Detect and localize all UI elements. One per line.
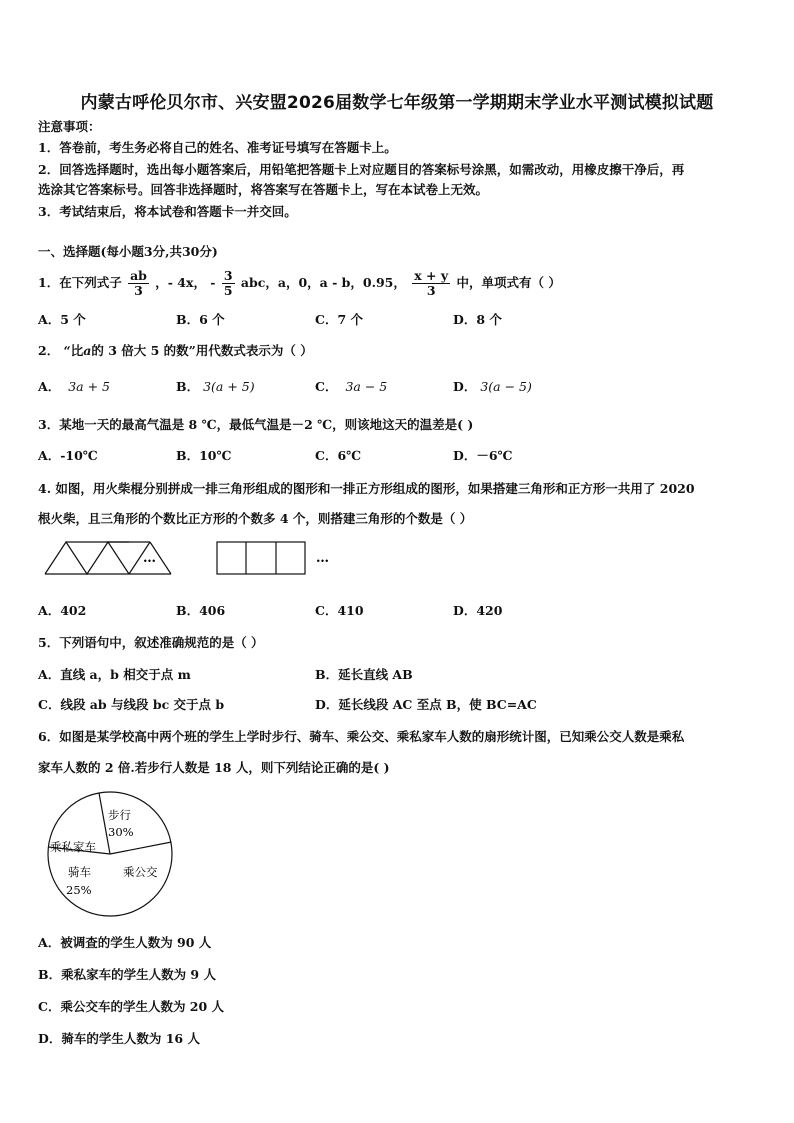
pie-label-bike: 骑车 bbox=[68, 865, 91, 879]
q1-option-a: A．5 个 bbox=[38, 312, 86, 327]
notice-heading: 注意事项： bbox=[38, 119, 101, 134]
triangle-ellipsis: … bbox=[143, 551, 156, 566]
pie-label-walk: 步行 bbox=[108, 808, 131, 822]
question-6-stem-line2: 家车人数的 2 倍.若步行人数是 18 人，则下列结论正确的是( ) bbox=[38, 760, 390, 775]
question-4-stem-line1: 4. 如图，用火柴棍分别拼成一排三角形组成的图形和一排正方形组成的图形，如果搭建三角形和正方形一共用了 2020 bbox=[38, 481, 695, 496]
pie-chart-figure bbox=[40, 790, 190, 930]
q1-prefix: 1．在下列式子 bbox=[38, 275, 122, 290]
pie-label-bus: 乘公交 bbox=[123, 865, 158, 879]
q2-variable: a bbox=[83, 343, 92, 358]
q3-option-a: A．-10℃ bbox=[38, 448, 98, 463]
question-2-stem: 2． “比a的 3 倍大 5 的数”用代数式表示为（ ） bbox=[38, 343, 313, 358]
notice-item: 2．回答选择题时，选出每小题答案后，用铅笔把答题卡上对应题目的答案标号涂黑，如需改动，用橡皮擦干净后，再 bbox=[38, 162, 685, 177]
fraction-x-plus-y-over-3: $\frac{x + y}{3}$ bbox=[414, 268, 449, 298]
pie-label-walk-pct: 30% bbox=[108, 825, 134, 839]
q4-option-a: A．402 bbox=[38, 603, 87, 618]
square-row-figure bbox=[217, 542, 305, 574]
q1-mid2: abc，a，0，a - b，0.95， bbox=[240, 275, 406, 290]
pie-divider-walk-start bbox=[99, 793, 110, 854]
q6-option-b: B．乘私家车的学生人数为 9 人 bbox=[38, 967, 216, 982]
q1-suffix: 中，单项式有（ ） bbox=[456, 275, 561, 290]
q3-option-b: B．10℃ bbox=[176, 448, 232, 463]
q1-option-b: B．6 个 bbox=[176, 312, 225, 327]
q2-option-d: D． 3(a − 5) bbox=[453, 379, 532, 394]
page-title: 内蒙古呼伦贝尔市、兴安盟2026届数学七年级第一学期期末学业水平测试模拟试题 bbox=[80, 93, 714, 113]
q5-option-c: C．线段 ab 与线段 bc 交于点 b bbox=[38, 697, 225, 712]
q2-option-a: A． 3a + 5 bbox=[38, 379, 110, 394]
q6-option-a: A．被调查的学生人数为 90 人 bbox=[38, 935, 212, 950]
q5-option-b: B．延长直线 AB bbox=[315, 667, 413, 682]
question-4-stem-line2: 根火柴，且三角形的个数比正方形的个数多 4 个，则搭建三角形的个数是（ ） bbox=[38, 511, 473, 526]
question-5-stem: 5．下列语句中，叙述准确规范的是（ ） bbox=[38, 635, 264, 650]
matchstick-figures bbox=[40, 538, 340, 580]
q5-option-a: A．直线 a，b 相交于点 m bbox=[38, 667, 191, 682]
pie-label-car: 乘私家车 bbox=[50, 840, 96, 854]
q4-option-b: B．406 bbox=[176, 603, 226, 618]
q3-option-d: D．－6℃ bbox=[453, 448, 513, 463]
fraction-3-over-5: $\frac{3}{5}$ bbox=[223, 268, 233, 298]
fraction-ab-over-3: $\frac{ab}{3}$ bbox=[130, 268, 147, 298]
q3-option-c: C．6℃ bbox=[315, 448, 362, 463]
q1-option-c: C．7 个 bbox=[315, 312, 363, 327]
pie-divider-walk-bus bbox=[110, 842, 172, 854]
q4-option-d: D．420 bbox=[453, 603, 503, 618]
square-ellipsis: … bbox=[316, 551, 329, 566]
q5-option-d: D．延长线段 AC 至点 B，使 BC=AC bbox=[315, 697, 537, 712]
q2-option-c: C． 3a − 5 bbox=[315, 379, 388, 394]
notice-item: 3．考试结束后，将本试卷和答题卡一并交回。 bbox=[38, 204, 297, 219]
question-3-stem: 3．某地一天的最高气温是 8 ℃，最低气温是－2 ℃，则该地这天的温差是( ) bbox=[38, 417, 474, 432]
notice-item: 选涂其它答案标号。回答非选择题时，将答案写在答题卡上，写在本试卷上无效。 bbox=[38, 182, 489, 197]
q6-option-c: C．乘公交车的学生人数为 20 人 bbox=[38, 999, 225, 1014]
q4-option-c: C．410 bbox=[315, 603, 364, 618]
pie-label-bike-pct: 25% bbox=[66, 883, 92, 897]
triangle-row-figure bbox=[45, 542, 129, 574]
question-1-stem bbox=[38, 266, 561, 300]
notice-item: 1．答卷前，考生务必将自己的姓名、准考证号填写在答题卡上。 bbox=[38, 140, 397, 155]
q1-mid1: ，- 4x， - bbox=[155, 275, 216, 290]
q2-option-b: B． 3(a + 5) bbox=[176, 379, 255, 394]
q6-option-d: D．骑车的学生人数为 16 人 bbox=[38, 1031, 200, 1046]
section-heading: 一、选择题(每小题3分,共30分) bbox=[38, 244, 218, 259]
question-6-stem-line1: 6．如图是某学校高中两个班的学生上学时步行、骑车、乘公交、乘私家车人数的扇形统计图，已知乘公交人数是乘私 bbox=[38, 729, 685, 744]
q1-option-d: D．8 个 bbox=[453, 312, 502, 327]
